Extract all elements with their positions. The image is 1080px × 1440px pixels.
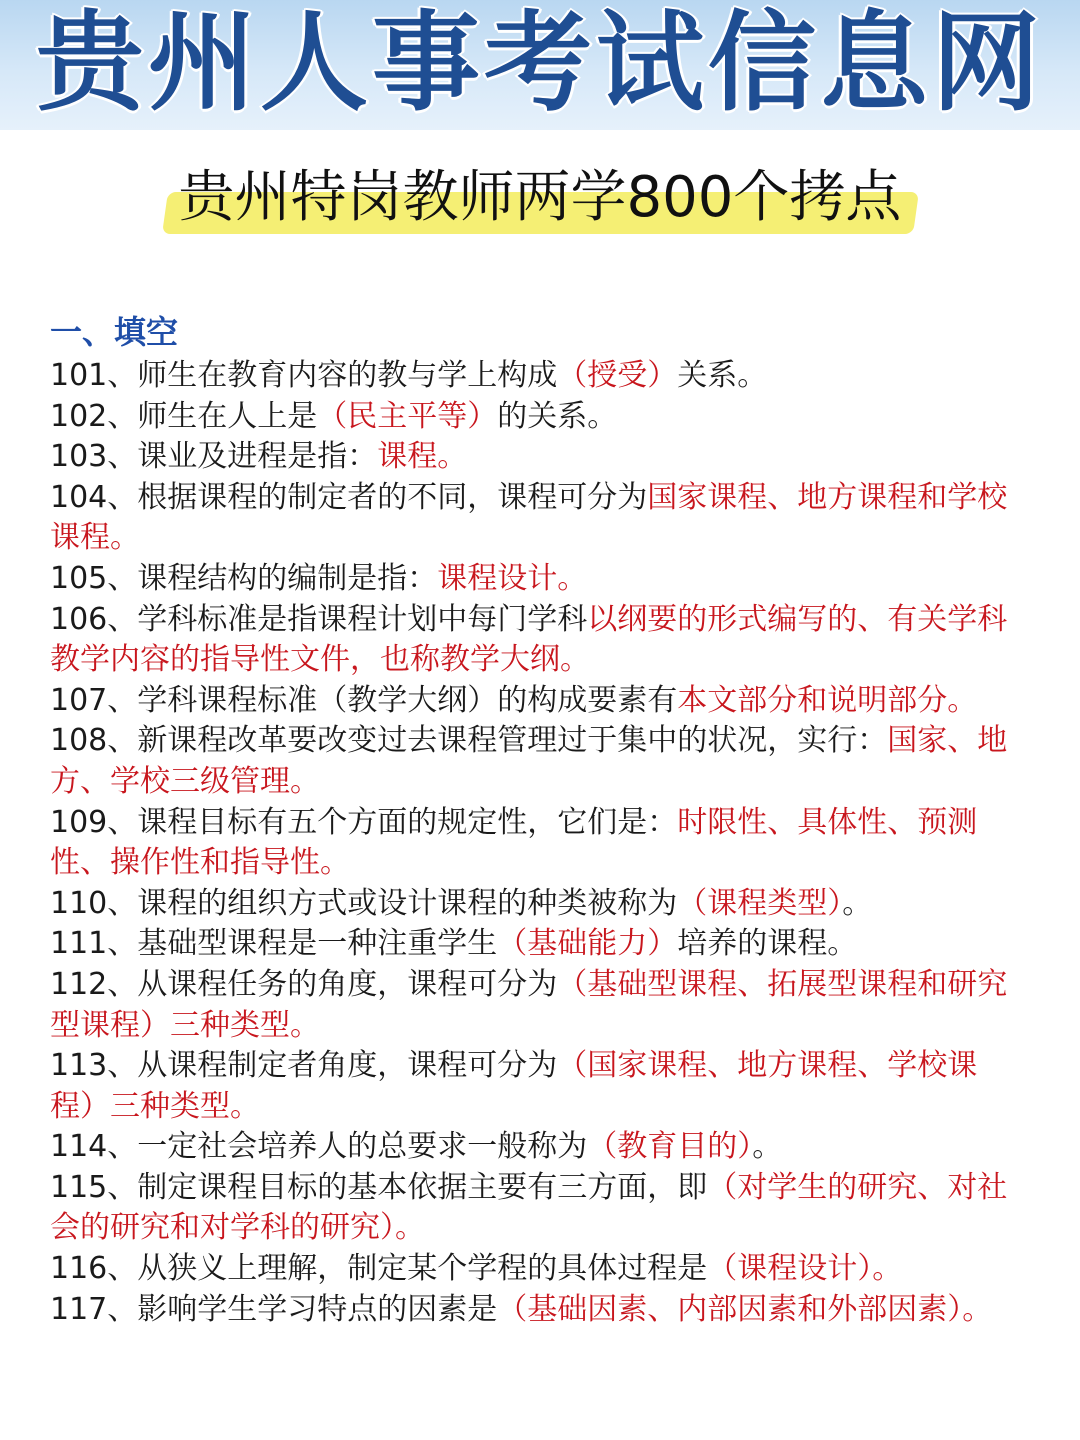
item-answer: （国家课程、地方课程、学校课程）三种类型。 [50, 1048, 978, 1124]
item-number: 109、 [50, 804, 138, 840]
list-item [50, 1168, 1020, 1249]
item-text: 影响学生学习特点的因素是 [137, 1291, 498, 1327]
item-text: 培养的课程。 [677, 926, 858, 962]
item-text: 的关系。 [497, 398, 618, 434]
item-text: 师生在人上是 [137, 398, 318, 434]
subtitle-container [0, 160, 1080, 236]
item-number: 117、 [50, 1291, 138, 1327]
item-answer: （课程类型） [677, 885, 843, 921]
item-answer: 课程。 [377, 439, 468, 475]
item-text: 课程的组织方式或设计课程的种类被称为 [137, 885, 678, 921]
list-item [50, 681, 1020, 722]
item-number: 104、 [50, 479, 138, 515]
item-text: 课业及进程是指： [137, 439, 378, 475]
item-answer: （教育目的） [587, 1129, 753, 1165]
list-item [50, 884, 1020, 925]
item-text: 一定社会培养人的总要求一般称为 [137, 1129, 588, 1165]
item-number: 108、 [50, 723, 138, 759]
list-item [50, 924, 1020, 965]
list-item [50, 1127, 1020, 1168]
item-number: 113、 [50, 1048, 138, 1084]
item-answer: 国家、地方、学校三级管理。 [50, 723, 1008, 799]
item-text: 新课程改革要改变过去课程管理过于集中的状况，实行： [137, 723, 888, 759]
section-heading: 一、填空 [50, 313, 179, 351]
list-item [50, 1290, 1020, 1331]
item-answer: 时限性、具体性、预测性、操作性和指导性。 [50, 804, 978, 881]
list-item [50, 559, 1020, 600]
item-text: 课程结构的编制是指： [137, 560, 438, 596]
item-number: 112、 [50, 966, 138, 1002]
list-item [50, 1249, 1020, 1290]
item-text: 根据课程的制定者的不同，课程可分为 [137, 479, 648, 515]
item-number: 103、 [50, 439, 138, 475]
list-item [50, 803, 1020, 884]
item-answer: （基础能力） [497, 926, 678, 962]
item-text: 学科课程标准（教学大纲）的构成要素有 [137, 682, 678, 718]
list-item [50, 1046, 1020, 1127]
item-answer: 国家课程、地方课程和学校课程。 [50, 479, 1008, 556]
item-number: 115、 [50, 1169, 138, 1205]
item-number: 116、 [50, 1251, 138, 1287]
item-text: 基础型课程是一种注重学生 [137, 926, 498, 962]
question-list [50, 356, 1020, 1330]
item-text: 。 [752, 1129, 783, 1165]
item-number: 111、 [50, 926, 138, 962]
item-answer: 本文部分和说明部分。 [677, 682, 978, 718]
subtitle-text: 贵州特岗教师两学800个拷点 [178, 165, 902, 230]
item-number: 107、 [50, 682, 138, 718]
item-number: 101、 [50, 358, 138, 393]
list-item [50, 437, 1020, 478]
item-answer: 课程设计。 [437, 560, 588, 596]
item-text: 关系。 [677, 358, 768, 393]
list-item [50, 600, 1020, 681]
item-answer: （课程设计）。 [707, 1251, 903, 1287]
header-banner [0, 0, 1080, 130]
item-number: 114、 [50, 1129, 138, 1165]
item-answer: （基础型课程、拓展型课程和研究型课程）三种类型。 [50, 966, 1008, 1043]
item-text: 师生在教育内容的教与学上构成 [137, 358, 558, 393]
item-text: 课程目标有五个方面的规定性，它们是： [137, 804, 678, 840]
item-answer: （基础因素、内部因素和外部因素）。 [497, 1291, 993, 1327]
item-answer: （对学生的研究、对社会的研究和对学科的研究）。 [50, 1169, 1008, 1246]
item-answer: 以纲要的形式编写的、有关学科教学内容的指导性文件，也称教学大纲。 [50, 601, 1008, 678]
item-text: 从课程任务的角度，课程可分为 [137, 966, 558, 1002]
list-item [50, 356, 1020, 397]
item-answer: （授受） [557, 358, 678, 393]
item-answer: （民主平等） [317, 398, 498, 434]
item-number: 105、 [50, 560, 138, 596]
list-item [50, 721, 1020, 802]
list-item [50, 965, 1020, 1046]
list-item [50, 397, 1020, 438]
item-text: 制定课程目标的基本依据主要有三方面，即 [137, 1169, 708, 1205]
page-subtitle [165, 160, 916, 236]
item-text: 学科标准是指课程计划中每门学科 [137, 601, 588, 637]
list-item [50, 478, 1020, 559]
item-number: 106、 [50, 601, 138, 637]
item-text: 从狭义上理解，制定某个学程的具体过程是 [137, 1251, 708, 1287]
item-text: 从课程制定者角度，课程可分为 [137, 1048, 558, 1084]
banner-title: 贵州人事考试信息网 [35, 1, 1044, 126]
item-number: 110、 [50, 885, 138, 921]
item-text: 。 [842, 885, 873, 921]
item-number: 102、 [50, 398, 138, 434]
